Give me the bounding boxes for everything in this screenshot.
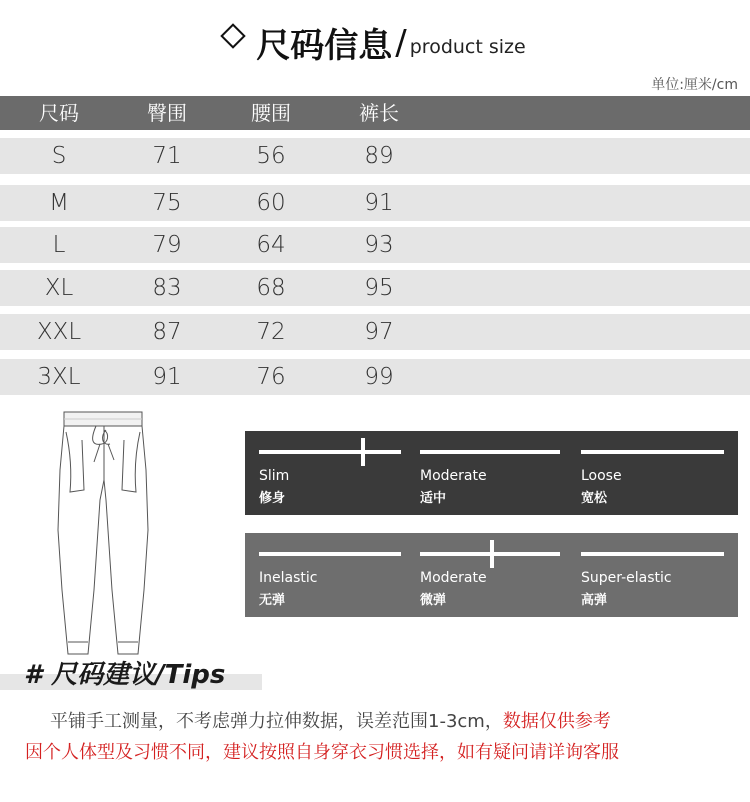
fit-moderate bbox=[420, 431, 560, 515]
elastic-moderate-cn: 微弹 bbox=[420, 593, 447, 608]
tips-title: # 尺码建议/Tips bbox=[24, 660, 226, 690]
length-cell: 95 bbox=[364, 275, 394, 301]
header-length: 裤长 bbox=[359, 101, 399, 125]
fit-loose bbox=[581, 431, 724, 515]
hip-cell: 83 bbox=[152, 275, 182, 301]
elasticity-scale-panel bbox=[245, 533, 738, 617]
page-header bbox=[0, 18, 750, 67]
table-row bbox=[0, 185, 750, 221]
scale-bar bbox=[259, 450, 401, 454]
table-row bbox=[0, 138, 750, 174]
hip-cell: 71 bbox=[152, 143, 182, 169]
fit-slim-cn: 修身 bbox=[259, 491, 286, 506]
size-cell: 3XL bbox=[37, 364, 81, 390]
waist-cell: 56 bbox=[256, 143, 286, 169]
size-table bbox=[0, 96, 750, 395]
length-cell: 89 bbox=[364, 143, 394, 169]
fit-selected-marker bbox=[361, 438, 365, 466]
fit-scale-panel bbox=[245, 431, 738, 515]
header-hip: 臀围 bbox=[147, 101, 187, 125]
pants-illustration bbox=[50, 410, 160, 658]
scale-bar bbox=[581, 552, 724, 556]
fit-moderate-cn: 适中 bbox=[420, 491, 447, 506]
elastic-moderate bbox=[420, 533, 560, 617]
waist-cell: 60 bbox=[256, 190, 286, 216]
table-header-row bbox=[0, 96, 750, 130]
header-size: 尺码 bbox=[39, 101, 79, 125]
table-row bbox=[0, 227, 750, 263]
scale-bar bbox=[259, 552, 401, 556]
hip-cell: 91 bbox=[152, 364, 182, 390]
length-cell: 91 bbox=[364, 190, 394, 216]
table-row bbox=[0, 270, 750, 306]
waist-cell: 64 bbox=[256, 232, 286, 258]
fit-loose-cn: 宽松 bbox=[581, 491, 608, 506]
diamond-outline-icon bbox=[221, 23, 246, 48]
elastic-super-en: Super-elastic bbox=[581, 570, 672, 586]
tip-reference-note: 数据仅供参考 bbox=[502, 711, 611, 732]
hip-cell: 79 bbox=[152, 232, 182, 258]
size-cell: XL bbox=[44, 275, 74, 301]
title-separator: / bbox=[395, 22, 407, 63]
page-subtitle: product size bbox=[409, 35, 526, 58]
size-cell: L bbox=[52, 232, 66, 258]
fit-slim bbox=[259, 431, 401, 515]
page-title: 尺码信息 bbox=[256, 26, 393, 66]
fit-moderate-en: Moderate bbox=[420, 468, 487, 484]
waist-cell: 68 bbox=[256, 275, 286, 301]
waist-cell: 76 bbox=[256, 364, 286, 390]
size-cell: XXL bbox=[36, 319, 82, 345]
header-waist: 腰围 bbox=[251, 101, 291, 125]
table-row bbox=[0, 314, 750, 350]
elastic-inelastic bbox=[259, 533, 401, 617]
hip-cell: 87 bbox=[152, 319, 182, 345]
elastic-inelastic-cn: 无弹 bbox=[259, 593, 286, 608]
length-cell: 97 bbox=[364, 319, 394, 345]
waist-cell: 72 bbox=[256, 319, 286, 345]
elastic-selected-marker bbox=[490, 540, 494, 568]
tip-measure-note bbox=[50, 707, 611, 733]
fit-loose-en: Loose bbox=[581, 468, 622, 484]
size-cell: S bbox=[51, 143, 67, 169]
unit-label: 单位:厘米/cm bbox=[651, 77, 738, 93]
scale-bar bbox=[581, 450, 724, 454]
tip-advice-note: 因个人体型及习惯不同，建议按照自身穿衣习惯选择，如有疑问请详询客服 bbox=[25, 742, 619, 763]
hip-cell: 75 bbox=[152, 190, 182, 216]
table-row bbox=[0, 359, 750, 395]
length-cell: 93 bbox=[364, 232, 394, 258]
elastic-moderate-en: Moderate bbox=[420, 570, 487, 586]
length-cell: 99 bbox=[364, 364, 394, 390]
size-cell: M bbox=[49, 190, 69, 216]
scale-bar bbox=[420, 450, 560, 454]
fit-slim-en: Slim bbox=[259, 468, 290, 484]
elastic-inelastic-en: Inelastic bbox=[259, 570, 318, 586]
elastic-super bbox=[581, 533, 724, 617]
tip-measure-text: 平铺手工测量，不考虑弹力拉伸数据，误差范围1-3cm， bbox=[50, 711, 503, 732]
elastic-super-cn: 高弹 bbox=[581, 593, 608, 608]
